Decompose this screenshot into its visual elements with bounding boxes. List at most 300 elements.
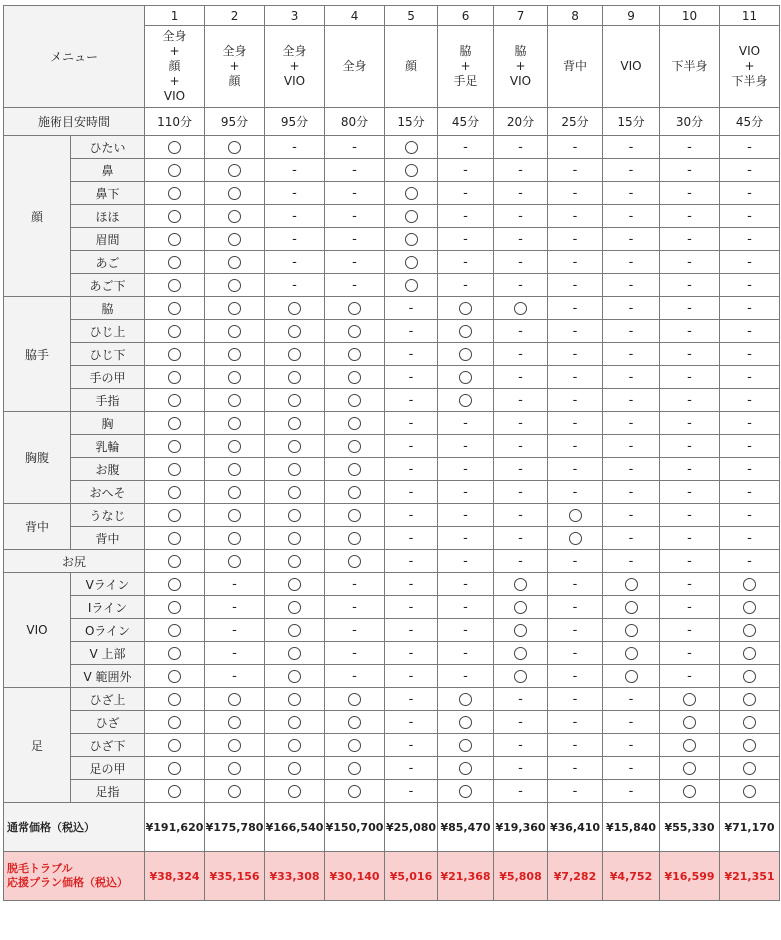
included-mark: [205, 481, 265, 504]
regular-price-cell: ¥25,080: [385, 803, 438, 852]
not-included-mark: -: [265, 182, 325, 205]
circle-icon: [288, 647, 301, 660]
circle-icon: [168, 601, 181, 614]
included-mark: [438, 757, 494, 780]
included-mark: [265, 573, 325, 596]
regular-price-cell: ¥36,410: [548, 803, 603, 852]
not-included-mark: -: [438, 481, 494, 504]
included-mark: [205, 504, 265, 527]
body-part-label: Vライン: [71, 573, 145, 596]
included-mark: [205, 412, 265, 435]
circle-icon: [743, 670, 756, 683]
not-included-mark: -: [385, 619, 438, 642]
circle-icon: [288, 785, 301, 798]
included-mark: [325, 389, 385, 412]
included-mark: [438, 297, 494, 320]
not-included-mark: -: [548, 780, 603, 803]
not-included-mark: -: [205, 665, 265, 688]
not-included-mark: -: [494, 550, 548, 573]
treatment-time-label: 施術目安時間: [4, 108, 145, 136]
treatment-time-row: [4, 108, 780, 136]
circle-icon: [459, 762, 472, 775]
not-included-mark: -: [603, 389, 660, 412]
not-included-mark: -: [265, 228, 325, 251]
body-group-label: 背中: [4, 504, 71, 550]
body-part-row: [4, 228, 780, 251]
body-part-label: 背中: [71, 527, 145, 550]
not-included-mark: -: [438, 596, 494, 619]
included-mark: [720, 780, 780, 803]
body-group-label: 脇手: [4, 297, 71, 412]
included-mark: [385, 228, 438, 251]
included-mark: [548, 504, 603, 527]
not-included-mark: -: [494, 320, 548, 343]
included-mark: [145, 412, 205, 435]
circle-icon: [683, 785, 696, 798]
not-included-mark: -: [548, 274, 603, 297]
not-included-mark: -: [660, 412, 720, 435]
not-included-mark: -: [720, 550, 780, 573]
not-included-mark: -: [720, 182, 780, 205]
not-included-mark: -: [494, 435, 548, 458]
not-included-mark: -: [385, 711, 438, 734]
circle-icon: [683, 739, 696, 752]
circle-icon: [348, 440, 361, 453]
body-part-row: [4, 757, 780, 780]
not-included-mark: -: [494, 412, 548, 435]
included-mark: [145, 665, 205, 688]
treatment-time-cell: 15分: [385, 108, 438, 136]
body-part-label: おへそ: [71, 481, 145, 504]
included-mark: [325, 481, 385, 504]
not-included-mark: -: [603, 481, 660, 504]
circle-icon: [348, 463, 361, 476]
included-mark: [660, 757, 720, 780]
included-mark: [205, 734, 265, 757]
menu-name-line: 顔: [228, 74, 241, 88]
circle-icon: [168, 233, 181, 246]
not-included-mark: -: [720, 274, 780, 297]
column-number: 10: [660, 6, 720, 26]
included-mark: [145, 136, 205, 159]
not-included-mark: -: [720, 389, 780, 412]
not-included-mark: -: [494, 734, 548, 757]
promo-price-cell: ¥5,808: [494, 852, 548, 901]
circle-icon: [514, 670, 527, 683]
not-included-mark: -: [660, 619, 720, 642]
body-part-row: [4, 780, 780, 803]
included-mark: [325, 366, 385, 389]
included-mark: [205, 274, 265, 297]
included-mark: [548, 527, 603, 550]
not-included-mark: -: [660, 182, 720, 205]
included-mark: [325, 343, 385, 366]
not-included-mark: -: [720, 412, 780, 435]
menu-name-cell: [205, 26, 265, 108]
circle-icon: [168, 463, 181, 476]
menu-name-line: 全身: [222, 44, 247, 58]
not-included-mark: -: [385, 504, 438, 527]
included-mark: [145, 297, 205, 320]
menu-name-line: 下半身: [671, 59, 708, 73]
included-mark: [325, 780, 385, 803]
menu-name-cell: [145, 26, 205, 108]
circle-icon: [459, 302, 472, 315]
circle-icon: [228, 693, 241, 706]
body-part-row: [4, 550, 780, 573]
circle-icon: [288, 624, 301, 637]
body-part-row: [4, 343, 780, 366]
circle-icon: [228, 716, 241, 729]
regular-price-cell: ¥85,470: [438, 803, 494, 852]
not-included-mark: -: [438, 458, 494, 481]
included-mark: [720, 665, 780, 688]
not-included-mark: -: [438, 412, 494, 435]
body-part-row: [4, 366, 780, 389]
not-included-mark: -: [660, 642, 720, 665]
circle-icon: [348, 394, 361, 407]
not-included-mark: -: [603, 297, 660, 320]
circle-icon: [168, 486, 181, 499]
circle-icon: [405, 164, 418, 177]
not-included-mark: -: [494, 711, 548, 734]
not-included-mark: -: [494, 389, 548, 412]
body-part-row: [4, 136, 780, 159]
treatment-time-cell: 30分: [660, 108, 720, 136]
not-included-mark: -: [660, 159, 720, 182]
not-included-mark: -: [660, 274, 720, 297]
body-part-row: [4, 573, 780, 596]
circle-icon: [348, 693, 361, 706]
included-mark: [265, 389, 325, 412]
circle-icon: [168, 532, 181, 545]
included-mark: [205, 136, 265, 159]
treatment-time-cell: 95分: [205, 108, 265, 136]
not-included-mark: -: [438, 435, 494, 458]
included-mark: [145, 435, 205, 458]
included-mark: [145, 504, 205, 527]
not-included-mark: -: [660, 343, 720, 366]
not-included-mark: -: [438, 274, 494, 297]
body-part-label: ほほ: [71, 205, 145, 228]
not-included-mark: -: [494, 228, 548, 251]
menu-name-cell: [603, 26, 660, 108]
circle-icon: [514, 302, 527, 315]
included-mark: [494, 297, 548, 320]
not-included-mark: -: [548, 688, 603, 711]
included-mark: [145, 320, 205, 343]
body-part-row: [4, 320, 780, 343]
column-number: 4: [325, 6, 385, 26]
not-included-mark: -: [325, 228, 385, 251]
regular-price-cell: ¥191,620: [145, 803, 205, 852]
body-part-label: お腹: [71, 458, 145, 481]
promo-price-cell: ¥21,351: [720, 852, 780, 901]
circle-icon: [288, 670, 301, 683]
included-mark: [145, 527, 205, 550]
circle-icon: [228, 371, 241, 384]
not-included-mark: -: [548, 343, 603, 366]
included-mark: [265, 711, 325, 734]
circle-icon: [288, 601, 301, 614]
not-included-mark: -: [494, 504, 548, 527]
circle-icon: [168, 440, 181, 453]
regular-price-cell: ¥15,840: [603, 803, 660, 852]
included-mark: [438, 688, 494, 711]
included-mark: [265, 665, 325, 688]
not-included-mark: -: [205, 573, 265, 596]
not-included-mark: -: [603, 458, 660, 481]
included-mark: [438, 366, 494, 389]
not-included-mark: -: [325, 205, 385, 228]
not-included-mark: -: [603, 182, 660, 205]
body-part-row: [4, 665, 780, 688]
circle-icon: [168, 417, 181, 430]
circle-icon: [288, 532, 301, 545]
not-included-mark: -: [603, 366, 660, 389]
included-mark: [720, 619, 780, 642]
circle-icon: [288, 693, 301, 706]
not-included-mark: -: [548, 320, 603, 343]
not-included-mark: -: [265, 274, 325, 297]
included-mark: [205, 320, 265, 343]
body-part-label: 鼻下: [71, 182, 145, 205]
promo-label-line: 脱毛トラブル: [7, 862, 73, 875]
not-included-mark: -: [385, 573, 438, 596]
column-number: 8: [548, 6, 603, 26]
included-mark: [385, 205, 438, 228]
circle-icon: [168, 578, 181, 591]
not-included-mark: -: [438, 159, 494, 182]
not-included-mark: -: [660, 550, 720, 573]
body-part-row: [4, 182, 780, 205]
promo-price-cell: ¥35,156: [205, 852, 265, 901]
not-included-mark: -: [385, 435, 438, 458]
not-included-mark: -: [548, 251, 603, 274]
body-part-label: ひたい: [71, 136, 145, 159]
body-part-row: [4, 619, 780, 642]
not-included-mark: -: [385, 596, 438, 619]
included-mark: [205, 159, 265, 182]
not-included-mark: -: [548, 228, 603, 251]
not-included-mark: -: [660, 389, 720, 412]
circle-icon: [168, 739, 181, 752]
circle-icon: [743, 739, 756, 752]
included-mark: [385, 251, 438, 274]
not-included-mark: -: [603, 504, 660, 527]
not-included-mark: -: [660, 435, 720, 458]
not-included-mark: -: [265, 251, 325, 274]
not-included-mark: -: [603, 711, 660, 734]
included-mark: [265, 435, 325, 458]
not-included-mark: -: [660, 136, 720, 159]
body-part-label: Oライン: [71, 619, 145, 642]
included-mark: [603, 642, 660, 665]
not-included-mark: -: [720, 297, 780, 320]
not-included-mark: -: [438, 642, 494, 665]
not-included-mark: -: [660, 320, 720, 343]
not-included-mark: -: [548, 136, 603, 159]
not-included-mark: -: [548, 205, 603, 228]
included-mark: [265, 458, 325, 481]
included-mark: [325, 711, 385, 734]
body-part-label: 眉間: [71, 228, 145, 251]
circle-icon: [228, 394, 241, 407]
not-included-mark: -: [720, 343, 780, 366]
not-included-mark: -: [548, 366, 603, 389]
not-included-mark: -: [603, 251, 660, 274]
circle-icon: [459, 394, 472, 407]
included-mark: [145, 205, 205, 228]
body-part-row: [4, 527, 780, 550]
circle-icon: [228, 486, 241, 499]
circle-icon: [288, 325, 301, 338]
menu-name-line: +: [744, 59, 755, 73]
menu-name-cell: [494, 26, 548, 108]
included-mark: [325, 435, 385, 458]
included-mark: [145, 228, 205, 251]
circle-icon: [288, 486, 301, 499]
menu-name-line: +: [460, 59, 471, 73]
not-included-mark: -: [385, 642, 438, 665]
included-mark: [205, 435, 265, 458]
not-included-mark: -: [325, 642, 385, 665]
menu-name-cell: [548, 26, 603, 108]
included-mark: [265, 320, 325, 343]
promo-price-label: [4, 852, 145, 901]
not-included-mark: -: [548, 757, 603, 780]
circle-icon: [459, 716, 472, 729]
not-included-mark: -: [385, 320, 438, 343]
column-number: 11: [720, 6, 780, 26]
not-included-mark: -: [438, 228, 494, 251]
circle-icon: [288, 555, 301, 568]
included-mark: [205, 711, 265, 734]
not-included-mark: -: [660, 481, 720, 504]
not-included-mark: -: [660, 297, 720, 320]
included-mark: [265, 527, 325, 550]
circle-icon: [459, 693, 472, 706]
circle-icon: [743, 785, 756, 798]
included-mark: [145, 642, 205, 665]
included-mark: [660, 780, 720, 803]
not-included-mark: -: [438, 550, 494, 573]
circle-icon: [348, 371, 361, 384]
not-included-mark: -: [265, 205, 325, 228]
menu-name-line: +: [289, 59, 300, 73]
circle-icon: [228, 348, 241, 361]
promo-price-row: [4, 852, 780, 901]
body-part-label: ひざ: [71, 711, 145, 734]
circle-icon: [348, 762, 361, 775]
circle-icon: [168, 509, 181, 522]
not-included-mark: -: [660, 665, 720, 688]
not-included-mark: -: [603, 734, 660, 757]
included-mark: [438, 320, 494, 343]
circle-icon: [288, 440, 301, 453]
menu-name-cell: [265, 26, 325, 108]
included-mark: [660, 711, 720, 734]
header-number-row: [4, 6, 780, 26]
not-included-mark: -: [660, 527, 720, 550]
not-included-mark: -: [603, 228, 660, 251]
not-included-mark: -: [603, 757, 660, 780]
treatment-time-cell: 95分: [265, 108, 325, 136]
not-included-mark: -: [438, 527, 494, 550]
circle-icon: [228, 417, 241, 430]
not-included-mark: -: [385, 780, 438, 803]
circle-icon: [168, 164, 181, 177]
body-part-label: Iライン: [71, 596, 145, 619]
not-included-mark: -: [720, 205, 780, 228]
included-mark: [205, 389, 265, 412]
regular-price-label: 通常価格（税込）: [4, 803, 145, 852]
menu-name-line: +: [229, 59, 240, 73]
circle-icon: [228, 302, 241, 315]
body-part-row: [4, 251, 780, 274]
menu-name-cell: [720, 26, 780, 108]
menu-name-line: VIO: [620, 59, 642, 73]
not-included-mark: -: [603, 550, 660, 573]
not-included-mark: -: [494, 688, 548, 711]
body-part-label: V 上部: [71, 642, 145, 665]
circle-icon: [228, 509, 241, 522]
circle-icon: [405, 279, 418, 292]
column-number: 5: [385, 6, 438, 26]
not-included-mark: -: [325, 136, 385, 159]
menu-name-line: VIO: [283, 74, 306, 88]
promo-price-cell: ¥16,599: [660, 852, 720, 901]
body-part-label: 脇: [71, 297, 145, 320]
promo-price-cell: ¥7,282: [548, 852, 603, 901]
body-part-row: [4, 297, 780, 320]
column-number: 6: [438, 6, 494, 26]
body-part-row: [4, 504, 780, 527]
not-included-mark: -: [385, 527, 438, 550]
circle-icon: [228, 440, 241, 453]
included-mark: [325, 320, 385, 343]
circle-icon: [168, 256, 181, 269]
menu-name-cell: [325, 26, 385, 108]
not-included-mark: -: [660, 504, 720, 527]
included-mark: [145, 688, 205, 711]
included-mark: [205, 688, 265, 711]
not-included-mark: -: [494, 780, 548, 803]
not-included-mark: -: [548, 458, 603, 481]
not-included-mark: -: [494, 251, 548, 274]
not-included-mark: -: [660, 458, 720, 481]
promo-label-line: 応援プラン価格（税込）: [7, 876, 128, 889]
included-mark: [265, 757, 325, 780]
not-included-mark: -: [385, 389, 438, 412]
body-group-label: VIO: [4, 573, 71, 688]
body-part-row: [4, 458, 780, 481]
circle-icon: [348, 486, 361, 499]
not-included-mark: -: [603, 688, 660, 711]
body-part-row: [4, 412, 780, 435]
not-included-mark: -: [385, 665, 438, 688]
circle-icon: [743, 624, 756, 637]
body-part-row: [4, 642, 780, 665]
not-included-mark: -: [548, 619, 603, 642]
circle-icon: [405, 233, 418, 246]
circle-icon: [348, 348, 361, 361]
included-mark: [205, 228, 265, 251]
circle-icon: [459, 371, 472, 384]
not-included-mark: -: [385, 550, 438, 573]
included-mark: [265, 596, 325, 619]
not-included-mark: -: [325, 159, 385, 182]
